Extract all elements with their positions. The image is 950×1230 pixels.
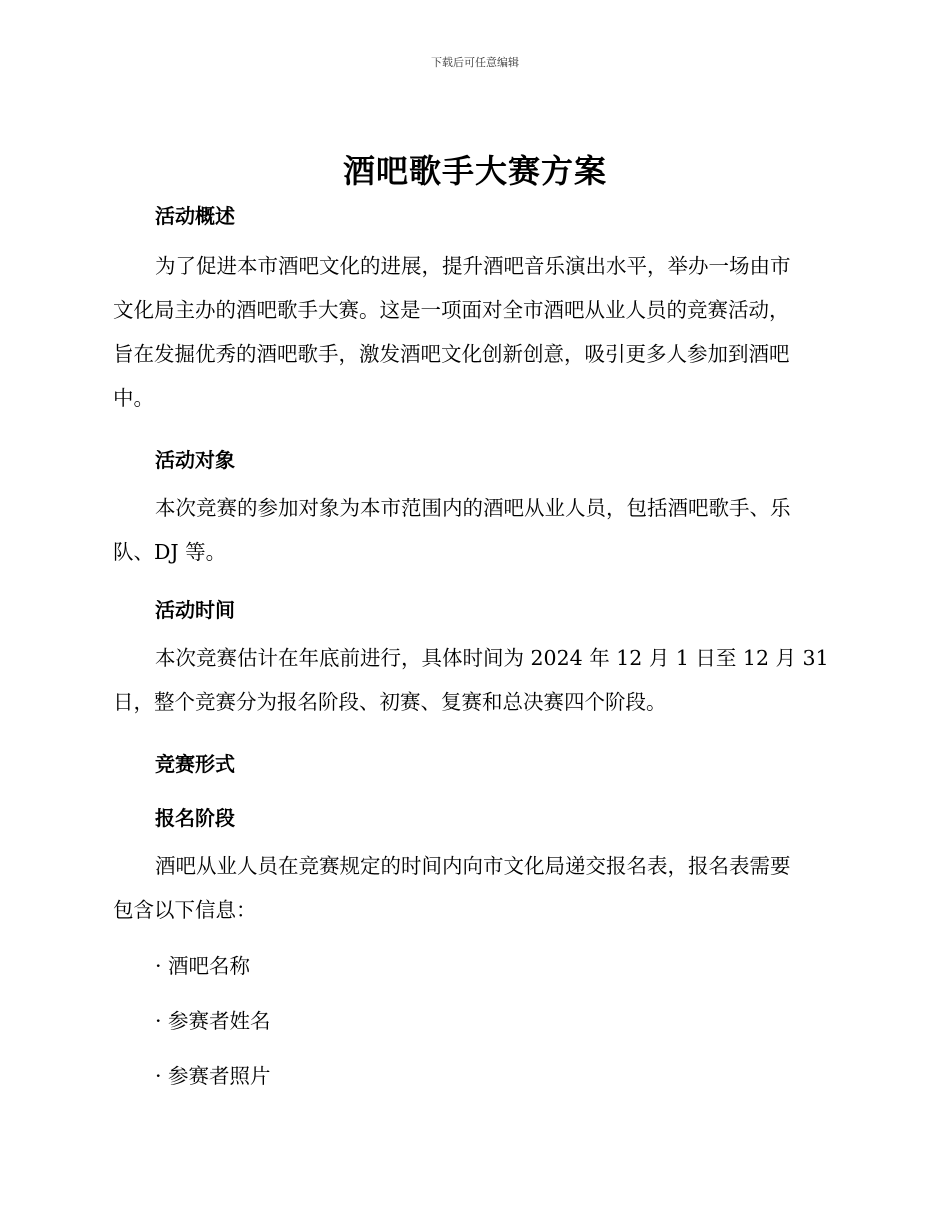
registration-paragraph bbox=[113, 844, 835, 932]
section-heading-participants: 活动对象 bbox=[155, 448, 235, 472]
paragraph-line: 本次竞赛的参加对象为本市范围内的酒吧从业人员，包括酒吧歌手、乐 bbox=[155, 496, 791, 520]
paragraph-line: 日，整个竞赛分为报名阶段、初赛、复赛和总决赛四个阶段。 bbox=[113, 690, 667, 714]
list-item: · 参赛者姓名 bbox=[155, 1009, 271, 1033]
section-heading-format: 竞赛形式 bbox=[155, 752, 235, 776]
section-heading-overview: 活动概述 bbox=[155, 204, 235, 228]
paragraph-line: 中。 bbox=[113, 386, 154, 410]
section-heading-registration: 报名阶段 bbox=[155, 806, 235, 830]
section-heading-schedule: 活动时间 bbox=[155, 598, 235, 622]
participants-paragraph bbox=[113, 486, 835, 574]
list-item: · 参赛者照片 bbox=[155, 1064, 271, 1088]
paragraph-line: 本次竞赛估计在年底前进行，具体时间为 2024 年 12 月 1 日至 12 月 31 bbox=[155, 646, 829, 670]
paragraph-line: 文化局主办的酒吧歌手大赛。这是一项面对全市酒吧从业人员的竞赛活动， bbox=[113, 298, 790, 322]
schedule-paragraph bbox=[113, 636, 835, 724]
paragraph-line: 酒吧从业人员在竞赛规定的时间内向市文化局递交报名表，报名表需要 bbox=[155, 854, 791, 878]
paragraph-line: 包含以下信息： bbox=[113, 898, 257, 922]
paragraph-line: 旨在发掘优秀的酒吧歌手，激发酒吧文化创新创意，吸引更多人参加到酒吧 bbox=[113, 342, 790, 366]
registration-info-list bbox=[113, 944, 835, 1098]
paragraph-line: 为了促进本市酒吧文化的进展，提升酒吧音乐演出水平，举办一场由市 bbox=[155, 254, 791, 278]
page-header: 下载后可任意编辑 bbox=[431, 56, 519, 69]
document-body bbox=[113, 202, 835, 1098]
document-title: 酒吧歌手大赛方案 bbox=[342, 152, 607, 190]
list-item: · 酒吧名称 bbox=[155, 954, 251, 978]
paragraph-line: 队、DJ 等。 bbox=[113, 540, 227, 564]
overview-paragraph bbox=[113, 244, 835, 420]
